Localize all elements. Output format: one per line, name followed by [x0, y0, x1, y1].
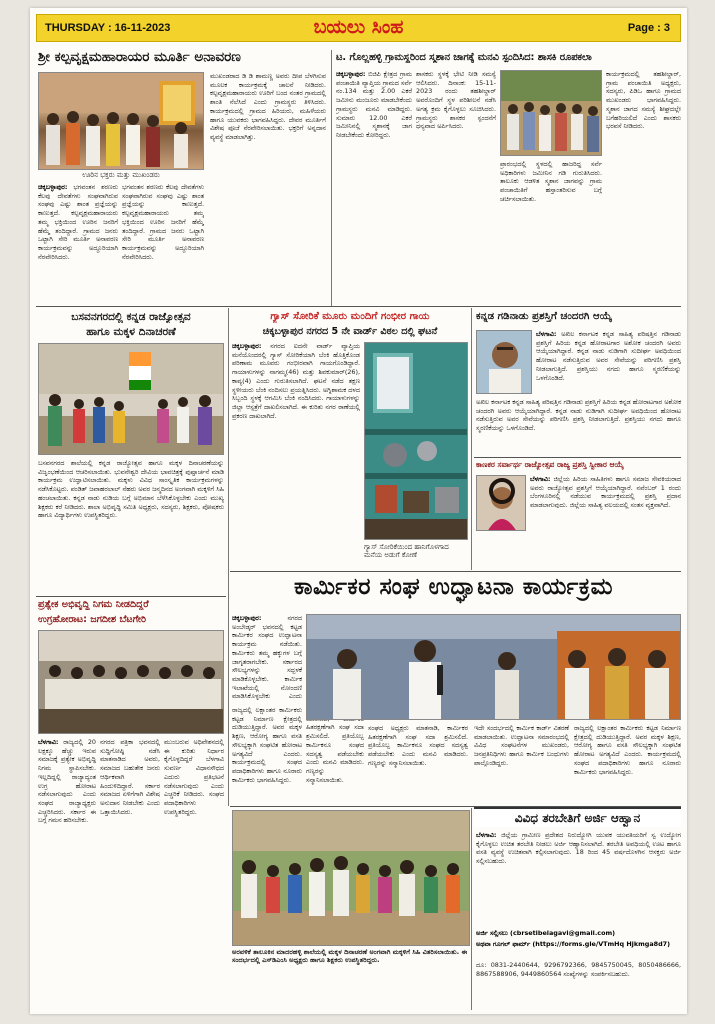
basavanagar-photo	[38, 343, 224, 455]
pratyeka-col1	[38, 738, 96, 1008]
meeting-hall-illustration	[39, 631, 224, 734]
golahalli-col4: ಕಾರ್ಯಕ್ರಮದಲ್ಲಿ ತಹಶೀಲ್ದಾರ್, ಗ್ರಾಮ ಪಂಚಾಯಿತಿ ಅಧ್ಯಕ್ಷರು, ಸದಸ್ಯರು, ಪಿಡಿಒ ಹಾಗೂ ಗ್ರಾಮದ ಮುಖಂಡರು ಭಾಗವಹಿಸಿದ್ದರು. ಸ್ಮಶಾನ ಜಾಗದ ಸಮಸ್ಯೆ ಶೀಘ್ರದಲ್ಲೇ ಬಗೆಹರಿಯಲಿದೆ ಎಂದು ಶಾಸಕರು ಭರವಸೆ ನೀಡಿದರು.	[606, 70, 681, 131]
golahalli-headline: ಟ. ಗೊಲ್ಲಹಳ್ಳಿ ಗ್ರಾಮಸ್ಥರಿಂದ ಸ್ಮಶಾನ ಜಾಗಕ್ಕೆ ಮನವಿ ಸ್ಪಂದಿಸಿದ: ಶಾಸಕಿ ರೂಪಕಲಾ	[336, 52, 592, 63]
man-portrait-illustration	[477, 331, 532, 394]
section-divider	[36, 596, 226, 597]
basavanagar-body: ಬಸವನಗರದ ಶಾಲೆಯಲ್ಲಿ ಕನ್ನಡ ರಾಜ್ಯೋತ್ಸವ ಹಾಗೂ ಮಕ್ಕಳ ದಿನಾಚರಣೆಯನ್ನು ವಿಜೃಂಭಣೆಯಿಂದ ಆಚರಿಸಲಾಯಿತು. ಭುವನೇಶ್ವರಿ ದೇವಿಯ ಭಾವಚಿತ್ರಕ್ಕೆ ಪುಷ್ಪಾರ್ಚನೆ ಮಾಡಿ ಕಾರ್ಯಕ್ರಮ ಉದ್ಘಾಟಿಸಲಾಯಿತು. ಮಕ್ಕಳು ವಿವಿಧ ಸಾಂಸ್ಕೃತಿಕ ಕಾರ್ಯಕ್ರಮಗಳನ್ನು ನಡೆಸಿಕೊಟ್ಟರು. ಪಂಡಿತ್ ಜವಾಹರಲಾಲ್ ನೆಹರು ಅವರ ಜನ್ಮದಿನದ ಅಂಗವಾಗಿ ಮಕ್ಕಳಿಗೆ ಸಿಹಿ ಹಂಚಲಾಯಿತು. ಕನ್ನಡ ನಾಡು ನುಡಿಯ ಬಗ್ಗೆ ಅಭಿಮಾನ ಬೆಳೆಸಿಕೊಳ್ಳಬೇಕು ಎಂದು ಮುಖ್ಯ ಶಿಕ್ಷಕರು ಕರೆ ನೀಡಿದರು. ಶಾಲಾ ಅಭಿವೃದ್ಧಿ ಸಮಿತಿ ಅಧ್ಯಕ್ಷರು, ಸದಸ್ಯರು, ಶಿಕ್ಷಕರು, ಪೋಷಕರು ಹಾಗೂ ವಿದ್ಯಾರ್ಥಿಗಳು ಉಪಸ್ಥಿತರಿದ್ದರು.	[38, 459, 224, 520]
gas-headline-line2: ಚಿಕ್ಕಬಳ್ಳಾಪುರ ನಗರದ 5 ನೇ ವಾರ್ಡ್ ವಿಠಲ ದಲ್ಲಿ ಘಟನೆ	[262, 326, 438, 337]
karmika-photo	[306, 614, 681, 720]
karmika-col3: ಸಂಘದ ಅಧ್ಯಕ್ಷರು ಮಾತನಾಡಿ, ಕಾರ್ಮಿಕರ ಹಿತರಕ್ಷಣೆಗಾಗಿ ಸಂಘ ಸದಾ ಶ್ರಮಿಸಲಿದೆ. ಪ್ರತಿಯೊಬ್ಬ ಕಾರ್ಮಿಕನೂ ಸಂಘದ ಸದಸ್ಯತ್ವ ಪಡೆಯಬೇಕು ಎಂದು ಮನವಿ ಮಾಡಿದರು. ಗಣ್ಯರನ್ನು ಸನ್ಮಾನಿಸಲಾಯಿತು.	[368, 724, 468, 767]
kalpavriksha-headline: ಶ್ರೀ ಕಲ್ಪವೃಕ್ಷಮಹಾರಾಯರ ಮೂರ್ತಿ ಅನಾವರಣ	[38, 50, 241, 65]
arji-form-link: ಅಥವಾ ಗೂಗಲ್ ಫಾರ್ಮ್ (https://forms.gle/VTmHq Hjkmga8d7)	[476, 940, 671, 948]
gas-byline: ಚಿಕ್ಕಬಳ್ಳಾಪುರ:	[232, 342, 262, 350]
golahalli-col3: ಪ್ರಾರಂಭದಲ್ಲಿ ಸ್ಥಳದಲ್ಲಿ ಹಾಜರಿದ್ದ ಸರ್ವೆ ಅಧಿಕಾರಿಗಳು ಜಮೀನಿನ ಗಡಿ ಗುರುತಿಸಿದರು. ತಾಲೂಕು ಆಡಳಿತ ಸ್ಮಶಾನ ಜಾಗವನ್ನು ಗ್ರಾಮ ಪಂಚಾಯಿತಿಗೆ ಹಸ್ತಾಂತರಿಸುವ ಬಗ್ಗೆ ಚರ್ಚಿಸಲಾಯಿತು.	[500, 160, 602, 203]
gas-headline-line1: ಗ್ಯಾಸ್ ಸೋರಿಕೆ ಮೂರು ಮಂದಿಗೆ ಗಂಭೀರ ಗಾಯ	[270, 311, 430, 322]
column-divider	[228, 308, 229, 806]
karmika-headline: ಕಾರ್ಮಿಕರ ಸಂಘ ಉದ್ಘಾಟನಾ ಕಾರ್ಯಕ್ರಮ	[294, 574, 613, 600]
speaker-stage-illustration	[307, 615, 681, 720]
arji-contact: ದೂ: 0831-2440644, 9296792366, 9845750045, 8050486666, 8867588906, 9449860564 ಸಂಖ್ಯೆಗಳನ್ನು ಸಂಪರ್ಕಿಸಬಹುದು.	[476, 961, 681, 978]
kalpavriksha-photo	[38, 72, 204, 170]
basavanagar-headline-line1: ಬಸವನಗರದಲ್ಲಿ ಕನ್ನಡ ರಾಜ್ಯೋತ್ಸವ	[71, 311, 191, 323]
pratyeka-byline: ಬೆಳಗಾವಿ:	[38, 738, 59, 746]
kanakara-body-text: ಜಿಲ್ಲೆಯ ಹಿರಿಯ ಸಾಹಿತಿಗಳು ಹಾಗೂ ಸಮಾಜ ಸೇವಕಿಯರಾದ ಅವರು ರಾಜ್ಯೋತ್ಸವ ಪ್ರಶಸ್ತಿಗೆ ಆಯ್ಕೆಯಾಗಿದ್ದಾರೆ. ನವೆಂಬರ್ 1 ರಂದು ಬೆಂಗಳೂರಿನಲ್ಲಿ ನಡೆಯುವ ಕಾರ್ಯಕ್ರಮದಲ್ಲಿ ಪ್ರಶಸ್ತಿ ಪ್ರದಾನ ಮಾಡಲಾಗುವುದು. ಜಿಲ್ಲೆಯ ಸಾಹಿತ್ಯ ವಲಯದಲ್ಲಿ ಸಂತಸ ವ್ಯಕ್ತವಾಗಿದೆ.	[530, 475, 681, 510]
section-divider	[230, 571, 681, 572]
karmika-byline: ಚಿಕ್ಕಬಳ್ಳಾಪುರ:	[232, 614, 262, 622]
golahalli-byline: ಚಿಕ್ಕಬಳ್ಳಾಪುರ:	[336, 70, 366, 78]
pratyeka-photo	[38, 630, 224, 734]
karmika-col1	[232, 614, 302, 702]
karmika-col2b: ಹಿತರಕ್ಷಣೆಗಾಗಿ ಸಂಘ ಸದಾ ಶ್ರಮಿಸಲಿದೆ. ಪ್ರತಿಯೊಬ್ಬ ಕಾರ್ಮಿಕನೂ ಸಂಘದ ಸದಸ್ಯತ್ವ ಪಡೆಯಬೇಕು ಎಂದು ಮನವಿ ಮಾಡಿದರು. ಗಣ್ಯರನ್ನು ಸನ್ಮಾನಿಸಲಾಯಿತು.	[306, 723, 364, 784]
crowd-illustration	[39, 73, 204, 170]
basavanagar-headline-line2: ಹಾಗೂ ಮಕ್ಕಳ ದಿನಾಚರಣೆ	[86, 326, 176, 338]
gas-caption: ಗ್ಯಾಸ್ ಸೋರಿಕೆಯಿಂದ ಹಾನಿಗೊಳಗಾದ ಮನೆಯ ಅಡುಗೆ ಕೋಣೆ	[364, 543, 449, 560]
chandan-headline: ಕನ್ನಡ ಗಡಿನಾಡು ಪ್ರಶಸ್ತಿಗೆ ಚಂದರಗಿ ಆಯ್ಕೆ	[476, 311, 612, 322]
pratyeka-col3: ಮುಂಬರುವ ಅಧಿವೇಶನದಲ್ಲಿ ಈ ಕುರಿತು ನಿರ್ಧಾರ ಕೈಗೊಳ್ಳದಿದ್ದರೆ ಬೆಳಗಾವಿ ಸುವರ್ಣ ವಿಧಾನಸೌಧದ ಎದುರು ಪ್ರತಿಭಟನೆ ನಡೆಸಲಾಗುವುದು ಎಂದು ಎಚ್ಚರಿಕೆ ನೀಡಿದರು. ಸಂಘದ ಪದಾಧಿಕಾರಿಗಳು ಉಪಸ್ಥಿತರಿದ್ದರು.	[164, 738, 224, 816]
section-divider	[474, 457, 681, 458]
kalpavriksha-col1b: ಭಗವಂತನ ಶರಣರು ಕೆಲವು ದೇವತೆಗಳು ಸಂಘವಾಗಿರುವ ಸಂಘವು ಎಷ್ಟು ಶಾಂತ ಪ್ರಜ್ಞೆಯನ್ನು ಕಾಣುತ್ತದೆ. ಕಲ್ಪವೃಕ್ಷಮಹಾರಾಯರು ತಮ್ಮ ಭಕ್ತಿಯಿಂದ ಊರಿನ ಜನರಿಗೆ ಹೆಮ್ಮೆ ತಂದಿದ್ದಾರೆ. ಗ್ರಾಮದ ಜನರು ಒಟ್ಟಾಗಿ ಸೇರಿ ಮೂರ್ತಿ ಅನಾವರಣ ಕಾರ್ಯಕ್ರಮವನ್ನು ಅದ್ದೂರಿಯಾಗಿ ನೆರವೇರಿಸಿದರು.	[122, 183, 204, 261]
kalpavriksha-byline: ಚಿಕ್ಕಬಳ್ಳಾಪುರ:	[38, 183, 68, 191]
golahalli-col1	[336, 70, 412, 304]
school-children-illustration	[39, 344, 224, 455]
pratyeka-col2: ನಗರದ ಪತ್ರಿಕಾ ಭವನದಲ್ಲಿ ಸುದ್ದಿಗೋಷ್ಠಿ ನಡೆಸಿ ಮಾತನಾಡಿದ ಅವರು, ಸಮಾಜದ ಬಹುತೇಕ ಜನರು ಆರ್ಥಿಕವಾಗಿ ಹಿಂದುಳಿದಿದ್ದಾರೆ. ಸರ್ಕಾರ ಸಮಾಜದ ಏಳಿಗೆಗಾಗಿ ವಿಶೇಷ ಅನುದಾನ ನೀಡಬೇಕು ಎಂದು ಒತ್ತಾಯಿಸಿದರು.	[100, 738, 160, 816]
kanakara-byline: ಬೆಳಗಾವಿ:	[530, 475, 551, 483]
karmika-col5: ರಾಜ್ಯದಲ್ಲಿ ಲಕ್ಷಾಂತರ ಕಾರ್ಮಿಕರು ಕಟ್ಟಡ ನಿರ್ಮಾಣ ಕ್ಷೇತ್ರದಲ್ಲಿ ದುಡಿಯುತ್ತಿದ್ದಾರೆ. ಅವರ ಮಕ್ಕಳ ಶಿಕ್ಷಣ, ಆರೋಗ್ಯ ಹಾಗೂ ವಸತಿ ಸೌಲಭ್ಯಕ್ಕಾಗಿ ಸಂಘಟಿತ ಹೋರಾಟ ಅಗತ್ಯವಿದೆ ಎಂದರು. ಕಾರ್ಯಕ್ರಮದಲ್ಲಿ ಸಂಘದ ಪದಾಧಿಕಾರಿಗಳು ಹಾಗೂ ನೂರಾರು ಕಾರ್ಮಿಕರು ಭಾಗವಹಿಸಿದ್ದರು.	[574, 724, 681, 776]
kanakara-headline: ಕಾಣಕರ ಸರ್ವಾರ್ಥ ರಾಜ್ಯೋತ್ಸವ ರಾಜ್ಯ ಪ್ರಶಸ್ತಿ ಸ್ವೀಕಾರ ಆಯ್ಕೆ	[476, 461, 624, 469]
chandan-body-text: ಅಖಿಲ ಕರ್ನಾಟಕ ಕನ್ನಡ ಸಾಹಿತ್ಯ ಪರಿಷತ್ತಿನ ಗಡಿನಾಡು ಪ್ರಶಸ್ತಿಗೆ ಹಿರಿಯ ಕನ್ನಡ ಹೋರಾಟಗಾರ ಅಶೋಕ ಚಂದರಗಿ ಅವರು ಆಯ್ಕೆಯಾಗಿದ್ದಾರೆ. ಕನ್ನಡ ನಾಡು ನುಡಿಗಾಗಿ ಸುದೀರ್ಘ ಅವಧಿಯಿಂದ ಹೋರಾಟ ನಡೆಸುತ್ತಿರುವ ಅವರ ಸೇವೆಯನ್ನು ಪರಿಗಣಿಸಿ ಪ್ರಶಸ್ತಿ ನೀಡಲಾಗುತ್ತಿದೆ. ಪ್ರಶಸ್ತಿಯು ನಗದು ಹಾಗೂ ಸ್ಮರಣಿಕೆಯನ್ನು ಒಳಗೊಂಡಿದೆ.	[536, 330, 681, 382]
page-number: Page : 3	[627, 22, 670, 34]
karmika-col4: ಇದೇ ಸಂದರ್ಭದಲ್ಲಿ ಕಾರ್ಮಿಕ ಕಾರ್ಡ್ ವಿತರಣೆ ಮಾಡಲಾಯಿತು. ಉದ್ಘಾಟನಾ ಸಮಾರಂಭದಲ್ಲಿ ವಿವಿಧ ಸಂಘಟನೆಗಳ ಮುಖಂಡರು, ಜನಪ್ರತಿನಿಧಿಗಳು ಹಾಗೂ ಕಾರ್ಮಿಕ ಬಂಧುಗಳು ಪಾಲ್ಗೊಂಡಿದ್ದರು.	[474, 724, 569, 767]
newspaper-page	[30, 8, 687, 1014]
column-divider	[331, 50, 332, 306]
kalpavriksha-col1-text: ಭಗವಂತನ ಶರಣರು ಕೆಲವು ದೇವತೆಗಳು ಸಂಘವಾಗಿರುವ ಸಂಘವು ಎಷ್ಟು ಶಾಂತ ಪ್ರಜ್ಞೆಯನ್ನು ಕಾಣುತ್ತದೆ. ಕಲ್ಪವೃಕ್ಷಮಹಾರಾಯರು ತಮ್ಮ ಭಕ್ತಿಯಿಂದ ಊರಿನ ಜನರಿಗೆ ಹೆಮ್ಮೆ ತಂದಿದ್ದಾರೆ. ಗ್ರಾಮದ ಜನರು ಒಟ್ಟಾಗಿ ಸೇರಿ ಮೂರ್ತಿ ಅನಾವರಣ ಕಾರ್ಯಕ್ರಮವನ್ನು ಅದ್ದೂರಿಯಾಗಿ ನೆರವೇರಿಸಿದರು.	[38, 183, 118, 261]
kanakara-body	[530, 475, 681, 567]
arji-body-text: ಜಿಲ್ಲೆಯ ಗ್ರಾಮೀಣ ಪ್ರದೇಶದ ನಿರುದ್ಯೋಗಿ ಯುವಕ ಯುವತಿಯರಿಗೆ ಸ್ವ ಉದ್ಯೋಗ ಕೈಗೊಳ್ಳಲು ಉಚಿತ ತರಬೇತಿ ನೀಡಲು ಅರ್ಜಿ ಆಹ್ವಾನಿಸಲಾಗಿದೆ. ತರಬೇತಿ ಅವಧಿಯಲ್ಲಿ ಊಟ ಹಾಗೂ ವಸತಿ ವ್ಯವಸ್ಥೆ ಉಚಿತವಾಗಿ ಕಲ್ಪಿಸಲಾಗುವುದು. 18 ರಿಂದ 45 ವರ್ಷದೊಳಗಿನ ಆಸಕ್ತರು ಅರ್ಜಿ ಸಲ್ಲಿಸಬಹುದು.	[476, 831, 681, 866]
gas-photo	[364, 342, 468, 540]
arji-headline: ವಿವಿಧ ತರಬೇತಿಗೆ ಅರ್ಜಿ ಆಹ್ವಾನ	[474, 807, 681, 827]
kalpavriksha-col1	[38, 183, 118, 303]
pratyeka-headline-line2: ಉಗ್ರಹೋರಾಟ: ಜಗದೀಶ ಬೆಟಗೇರಿ	[38, 614, 147, 625]
arji-byline: ಬೆಳಗಾವಿ:	[476, 831, 497, 839]
pratyeka-col1-text: ರಾಜ್ಯದಲ್ಲಿ 20 ಲಕ್ಷಕ್ಕೂ ಹೆಚ್ಚು ಇರುವ ಸಮಾಜಕ್ಕೆ ಪ್ರತ್ಯೇಕ ಅಭಿವೃದ್ಧಿ ನಿಗಮ ಸ್ಥಾಪಿಸಬೇಕು. ಇಲ್ಲದಿದ್ದಲ್ಲಿ ರಾಜ್ಯಾದ್ಯಂತ ಉಗ್ರ ಹೋರಾಟ ನಡೆಸಲಾಗುವುದು ಎಂದು ಸಂಘದ ರಾಜ್ಯಾಧ್ಯಕ್ಷರು ಎಚ್ಚರಿಸಿದರು. ಸರ್ಕಾರ ಈ ಬಗ್ಗೆ ಗಮನ ಹರಿಸಬೇಕು.	[38, 738, 96, 825]
chandan-byline: ಬೆಳಗಾವಿ:	[536, 330, 557, 338]
section-divider	[36, 306, 681, 307]
villagers-illustration	[501, 71, 602, 156]
golahalli-col1-text: ಬಿಜಿಪಿ ಕ್ಷೇತ್ರದ ಗ್ರಾಮ ಪಂಚಾಯಿತಿ ವ್ಯಾಪ್ತಿಯ ಗ್ರಾಮದ ಸರ್ವೆ ನಂ.134 ಮತ್ತು 2.00 ಎಕರೆ ಜಮೀನು ಮಂಜೂರು ಮಾಡಬೇಕೆಂದು ಗ್ರಾಮಸ್ಥರು ಮನವಿ ಮಾಡಿದ್ದರು. ಸುಮಾರು 12.00 ಎಕರೆ ಜಮೀನಿನಲ್ಲಿ ಸ್ಮಶಾನಕ್ಕೆ ಜಾಗ ನೀಡಬೇಕೆಂದು ಕೋರಿದ್ದರು.	[336, 70, 412, 139]
kanakara-portrait	[476, 475, 526, 531]
school-group-illustration	[233, 811, 470, 946]
golahalli-col2: ಶಾಸಕರು ಸ್ಥಳಕ್ಕೆ ಭೇಟಿ ನೀಡಿ ಸಮಸ್ಯೆ ಆಲಿಸಿದರು. ದಿನಾಂಕ: 15-11-2023 ರಂದು ತಹಶೀಲ್ದಾರ್ ಅವರೊಂದಿಗೆ ಸ್ಥಳ ಪರಿಶೀಲನೆ ನಡೆಸಿ ಅಗತ್ಯ ಕ್ರಮ ಕೈಗೊಳ್ಳಲು ಸೂಚಿಸಿದರು. ಗ್ರಾಮಸ್ಥರು ಶಾಸಕರ ಸ್ಪಂದನೆಗೆ ಧನ್ಯವಾದ ಅರ್ಪಿಸಿದರು.	[416, 70, 496, 131]
bottom-photo-caption: ಅರವಳಿಕೆ ತಾಲೂಕಿನ ಮಾದರಹಳ್ಳಿ ಶಾಲೆಯಲ್ಲಿ ಮಕ್ಕಳ ದಿನಾಚರಣೆ ಅಂಗವಾಗಿ ಮಕ್ಕಳಿಗೆ ಸಿಹಿ ವಿತರಿಸಲಾಯಿತು. ಈ ಸಂದರ್ಭದಲ್ಲಿ ಎಸ್‌ಡಿಎಂಸಿ ಅಧ್ಯಕ್ಷರು ಹಾಗೂ ಶಿಕ್ಷಕರು ಉಪಸ್ಥಿತರಿದ್ದರು.	[232, 949, 468, 964]
chandan-body-bottom: ಅಖಿಲ ಕರ್ನಾಟಕ ಕನ್ನಡ ಸಾಹಿತ್ಯ ಪರಿಷತ್ತಿನ ಗಡಿನಾಡು ಪ್ರಶಸ್ತಿಗೆ ಹಿರಿಯ ಕನ್ನಡ ಹೋರಾಟಗಾರ ಅಶೋಕ ಚಂದರಗಿ ಅವರು ಆಯ್ಕೆಯಾಗಿದ್ದಾರೆ. ಕನ್ನಡ ನಾಡು ನುಡಿಗಾಗಿ ಸುದೀರ್ಘ ಅವಧಿಯಿಂದ ಹೋರಾಟ ನಡೆಸುತ್ತಿರುವ ಅವರ ಸೇವೆಯನ್ನು ಪರಿಗಣಿಸಿ ಪ್ರಶಸ್ತಿ ನೀಡಲಾಗುತ್ತಿದೆ. ಪ್ರಶಸ್ತಿಯು ನಗದು ಹಾಗೂ ಸ್ಮರಣಿಕೆಯನ್ನು ಒಳಗೊಂಡಿದೆ.	[476, 398, 681, 433]
chandan-body-top	[536, 330, 681, 394]
karmika-col1-text: ನಗರದ ಅಂಬೇಡ್ಕರ್ ಭವನದಲ್ಲಿ ಕಟ್ಟಡ ಕಾರ್ಮಿಕರ ಸಂಘದ ಉದ್ಘಾಟನಾ ಕಾರ್ಯಕ್ರಮ ನಡೆಯಿತು. ಕಾರ್ಮಿಕರು ತಮ್ಮ ಹಕ್ಕುಗಳ ಬಗ್ಗೆ ಜಾಗೃತರಾಗಬೇಕು. ಸರ್ಕಾರದ ಸೌಲಭ್ಯಗಳನ್ನು ಸದ್ಬಳಕೆ ಮಾಡಿಕೊಳ್ಳಬೇಕು. ಕಾರ್ಮಿಕ ಇಲಾಖೆಯಲ್ಲಿ ನೋಂದಣಿ ಮಾಡಿಸಿಕೊಳ್ಳಬೇಕು ಎಂದು	[232, 614, 302, 701]
karmika-col2: ರಾಜ್ಯದಲ್ಲಿ ಲಕ್ಷಾಂತರ ಕಾರ್ಮಿಕರು ಕಟ್ಟಡ ನಿರ್ಮಾಣ ಕ್ಷೇತ್ರದಲ್ಲಿ ದುಡಿಯುತ್ತಿದ್ದಾರೆ. ಅವರ ಮಕ್ಕಳ ಶಿಕ್ಷಣ, ಆರೋಗ್ಯ ಹಾಗೂ ವಸತಿ ಸೌಲಭ್ಯಕ್ಕಾಗಿ ಸಂಘಟಿತ ಹೋರಾಟ ಅಗತ್ಯವಿದೆ ಎಂದರು. ಕಾರ್ಯಕ್ರಮದಲ್ಲಿ ಸಂಘದ ಪದಾಧಿಕಾರಿಗಳು ಹಾಗೂ ನೂರಾರು ಕಾರ್ಮಿಕರು ಭಾಗವಹಿಸಿದ್ದರು.	[232, 706, 302, 784]
newspaper-title: ಬಯಲು ಸಿಂಹ	[313, 16, 404, 38]
arji-body	[476, 831, 681, 927]
column-divider	[471, 808, 472, 1010]
chandan-portrait	[476, 330, 532, 394]
kalpavriksha-col2: ಮುಖಂಡರಾದ ಡಿ ಡಿ ಶಾಮಣ್ಣ ಅವರು ದೀಪ ಬೆಳಗಿಸುವ ಮೂಲಕ ಕಾರ್ಯಕ್ರಮಕ್ಕೆ ಚಾಲನೆ ನೀಡಿದರು. ಕಲ್ಪವೃಕ್ಷಮಹಾರಾಯರು ಊರಿಗೆ ಬಂದ ನಂತರ ಗ್ರಾಮದಲ್ಲಿ ಶಾಂತಿ ನೆಲೆಸಿದೆ ಎಂದು ಗ್ರಾಮಸ್ಥರು ತಿಳಿಸಿದರು. ಕಾರ್ಯಕ್ರಮದಲ್ಲಿ ಗ್ರಾಮದ ಹಿರಿಯರು, ಮಹಿಳೆಯರು ಹಾಗೂ ಯುವಕರು ಭಾಗವಹಿಸಿದ್ದರು. ದೇವರ ಮೂರ್ತಿಗೆ ವಿಶೇಷ ಪೂಜೆ ನೆರವೇರಿಸಲಾಯಿತು. ಭಕ್ತರಿಗೆ ಅನ್ನದಾನ ವ್ಯವಸ್ಥೆ ಮಾಡಲಾಗಿತ್ತು.	[210, 72, 326, 141]
gas-col1-text: ನಗರದ ಐದನೇ ವಾರ್ಡ್ ವ್ಯಾಪ್ತಿಯ ಮನೆಯೊಂದರಲ್ಲಿ ಗ್ಯಾಸ್ ಸೋರಿಕೆಯಾಗಿ ಬೆಂಕಿ ಹೊತ್ತಿಕೊಂಡ ಪರಿಣಾಮ ಮೂವರು ಗಂಭೀರವಾಗಿ ಗಾಯಗೊಂಡಿದ್ದಾರೆ. ಗಾಯಾಳುಗಳನ್ನು ನಾಗಮ್ಮ(46) ಮತ್ತು ಶಿವಕುಮಾರ್(26), ಕಾವ್ಯ(4) ಎಂದು ಗುರುತಿಸಲಾಗಿದೆ. ಘಟನೆ ನಡೆದ ತಕ್ಷಣ ಸ್ಥಳೀಯರು ಬೆಂಕಿ ನಂದಿಸಲು ಪ್ರಯತ್ನಿಸಿದರು. ಅಗ್ನಿಶಾಮಕ ದಳದ ಸಿಬ್ಬಂದಿ ಸ್ಥಳಕ್ಕೆ ಆಗಮಿಸಿ ಬೆಂಕಿ ನಂದಿಸಿದರು. ಗಾಯಾಳುಗಳನ್ನು ಜಿಲ್ಲಾ ಆಸ್ಪತ್ರೆಗೆ ದಾಖಲಿಸಲಾಗಿದೆ. ಈ ಕುರಿತು ನಗರ ಠಾಣೆಯಲ್ಲಿ ಪ್ರಕರಣ ದಾಖಲಾಗಿದೆ.	[232, 342, 360, 420]
pratyeka-headline-line1: ಪ್ರತ್ಯೇಕ ಅಭಿವೃದ್ಧಿ ನಿಗಮ ನೀಡದಿದ್ದರೆ	[38, 599, 149, 610]
bottom-photo	[232, 810, 470, 946]
masthead	[36, 14, 681, 42]
column-divider	[471, 308, 472, 570]
arji-email: ಅರ್ಜಿ ಸಲ್ಲಿಸಲು (cbrsetibelagavi@gmail.com)	[476, 929, 616, 937]
issue-date: THURSDAY : 16-11-2023	[45, 22, 171, 34]
woman-portrait-illustration	[477, 476, 526, 531]
gas-col1	[232, 342, 360, 568]
burnt-kitchen-illustration	[365, 343, 468, 540]
kalpavriksha-caption: ಊರಿನ ಭಕ್ತರು ಮತ್ತು ಮುಖಂಡರು	[82, 171, 160, 179]
golahalli-photo	[500, 70, 602, 156]
